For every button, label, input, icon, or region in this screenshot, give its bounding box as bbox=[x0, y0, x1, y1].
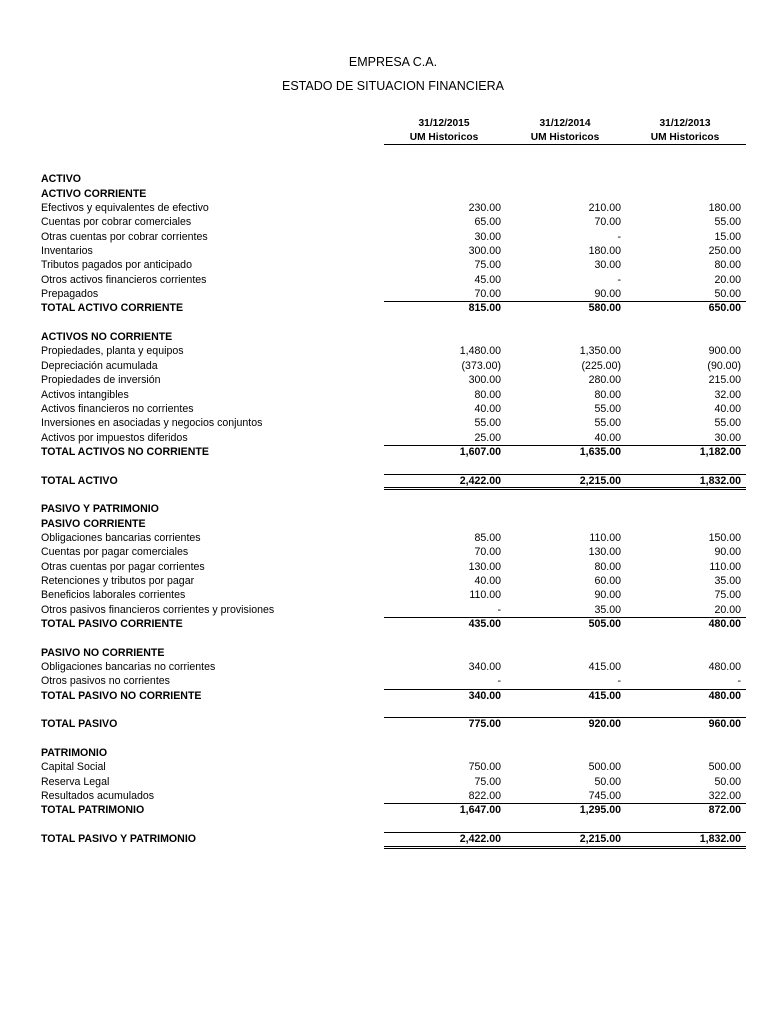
column-date: 31/12/2013 bbox=[659, 118, 711, 129]
amount-cell: 2,215.00 bbox=[579, 474, 621, 487]
total-row bbox=[0, 803, 768, 817]
line-item-row bbox=[0, 388, 768, 402]
row-label: Propiedades, planta y equipos bbox=[41, 345, 184, 358]
amount-cell: 1,295.00 bbox=[579, 804, 621, 817]
line-item-row bbox=[0, 416, 768, 430]
amount-cell: 322.00 bbox=[708, 790, 741, 803]
amount-cell: 110.00 bbox=[589, 531, 621, 544]
line-item-row bbox=[0, 344, 768, 358]
amount-cell: 1,607.00 bbox=[459, 445, 501, 458]
line-item-row bbox=[0, 258, 768, 272]
amount-cell: 1,350.00 bbox=[579, 345, 621, 358]
amount-cell: 40.00 bbox=[474, 574, 501, 587]
amount-cell: 70.00 bbox=[474, 288, 501, 301]
row-label: Activos financieros no corrientes bbox=[41, 402, 194, 415]
row-label: Obligaciones bancarias corrientes bbox=[41, 531, 201, 544]
amount-cell: 2,422.00 bbox=[459, 833, 501, 846]
amount-cell: 30.00 bbox=[474, 230, 501, 243]
amount-cell: 210.00 bbox=[588, 202, 621, 215]
line-item-row bbox=[0, 560, 768, 574]
amount-cell: - bbox=[737, 675, 741, 688]
row-label: Inventarios bbox=[41, 245, 93, 258]
amount-cell: 1,635.00 bbox=[579, 445, 621, 458]
amount-cell: 745.00 bbox=[588, 790, 621, 803]
row-label: Obligaciones bancarias no corrientes bbox=[41, 661, 216, 674]
column-header-2015 bbox=[384, 117, 504, 145]
company-name: EMPRESA C.A. bbox=[348, 55, 438, 69]
column-basis: UM Historicos bbox=[650, 132, 720, 143]
row-label: PATRIMONIO bbox=[41, 747, 108, 760]
amount-cell: 40.00 bbox=[714, 402, 741, 415]
amount-cell: 35.00 bbox=[594, 603, 621, 616]
section-heading bbox=[0, 187, 768, 201]
row-label: Propiedades de inversión bbox=[41, 374, 161, 387]
amount-cell: 872.00 bbox=[708, 804, 741, 817]
amount-cell: 30.00 bbox=[714, 431, 741, 444]
line-item-row bbox=[0, 531, 768, 545]
row-label: TOTAL ACTIVO bbox=[41, 474, 118, 487]
spacer-row bbox=[0, 818, 768, 832]
line-item-row bbox=[0, 230, 768, 244]
amount-cell: 505.00 bbox=[588, 618, 621, 630]
line-item-row bbox=[0, 287, 768, 301]
amount-cell: 20.00 bbox=[714, 273, 741, 286]
amount-cell: 110.00 bbox=[709, 560, 741, 573]
amount-cell: - bbox=[617, 675, 621, 688]
row-label: ACTIVO bbox=[41, 173, 82, 186]
amount-cell: 90.00 bbox=[594, 288, 621, 301]
amount-cell: 70.00 bbox=[474, 546, 501, 559]
row-label: Efectivos y equivalentes de efectivo bbox=[41, 202, 209, 215]
row-label: TOTAL PASIVO NO CORRIENTE bbox=[41, 689, 202, 702]
amount-cell: 35.00 bbox=[714, 574, 741, 587]
row-label: Otros activos financieros corrientes bbox=[41, 273, 207, 286]
amount-cell: 650.00 bbox=[708, 302, 741, 315]
row-label: Otras cuentas por cobrar corrientes bbox=[41, 230, 208, 243]
spacer-row bbox=[0, 488, 768, 502]
total-row bbox=[0, 717, 768, 731]
row-label: PASIVO Y PATRIMONIO bbox=[41, 503, 159, 516]
amount-cell: 1,647.00 bbox=[459, 804, 501, 817]
section-heading bbox=[0, 330, 768, 344]
amount-cell: 75.00 bbox=[714, 589, 741, 602]
amount-cell: 130.00 bbox=[588, 546, 621, 559]
row-label: TOTAL PASIVO bbox=[41, 718, 118, 731]
section-heading bbox=[0, 646, 768, 660]
amount-cell: 150.00 bbox=[708, 531, 741, 544]
amount-cell: - bbox=[617, 230, 621, 243]
amount-cell: 300.00 bbox=[468, 374, 501, 387]
amount-cell: - bbox=[497, 603, 501, 616]
total-row bbox=[0, 445, 768, 459]
row-label: TOTAL ACTIVO CORRIENTE bbox=[41, 302, 184, 315]
amount-cell: 500.00 bbox=[588, 761, 621, 774]
line-item-row bbox=[0, 760, 768, 774]
line-item-row bbox=[0, 359, 768, 373]
line-item-row bbox=[0, 603, 768, 617]
row-label: Beneficios laborales corrientes bbox=[41, 589, 186, 602]
amount-cell: 75.00 bbox=[474, 775, 501, 788]
row-label: Activos por impuestos diferidos bbox=[41, 431, 188, 444]
total-row bbox=[0, 689, 768, 703]
amount-cell: 25.00 bbox=[474, 431, 501, 444]
column-basis: UM Historicos bbox=[409, 132, 479, 143]
amount-cell: 435.00 bbox=[468, 618, 501, 630]
amount-cell: 50.00 bbox=[594, 775, 621, 788]
amount-cell: (90.00) bbox=[707, 359, 741, 372]
line-item-row bbox=[0, 775, 768, 789]
row-label: ACTIVOS NO CORRIENTE bbox=[41, 331, 173, 344]
total-row bbox=[0, 301, 768, 315]
row-label: Otros pasivos no corrientes bbox=[41, 675, 170, 688]
amount-cell: 822.00 bbox=[468, 790, 501, 803]
amount-cell: 280.00 bbox=[588, 374, 621, 387]
row-label: PASIVO NO CORRIENTE bbox=[41, 646, 165, 659]
spacer-row bbox=[0, 316, 768, 330]
row-label: ACTIVO CORRIENTE bbox=[41, 187, 147, 200]
section-heading bbox=[0, 502, 768, 516]
row-label: Capital Social bbox=[41, 761, 106, 774]
grand-total-row bbox=[0, 474, 768, 488]
column-header-2013 bbox=[625, 117, 745, 145]
row-label: Cuentas por pagar comerciales bbox=[41, 546, 189, 559]
row-label: TOTAL ACTIVOS NO CORRIENTE bbox=[41, 445, 209, 458]
row-label: TOTAL PASIVO CORRIENTE bbox=[41, 618, 183, 630]
amount-cell: 340.00 bbox=[468, 689, 501, 702]
line-item-row bbox=[0, 660, 768, 674]
line-item-row bbox=[0, 674, 768, 688]
amount-cell: 85.00 bbox=[474, 531, 501, 544]
amount-cell: 75.00 bbox=[474, 259, 501, 272]
amount-cell: 215.00 bbox=[708, 374, 741, 387]
spacer-row bbox=[0, 703, 768, 717]
line-item-row bbox=[0, 201, 768, 215]
amount-cell: 90.00 bbox=[714, 546, 741, 559]
amount-cell: 960.00 bbox=[708, 718, 741, 731]
amount-cell: 55.00 bbox=[594, 402, 621, 415]
amount-cell: 900.00 bbox=[708, 345, 741, 358]
amount-cell: 415.00 bbox=[588, 661, 621, 674]
amount-cell: 1,832.00 bbox=[699, 833, 741, 846]
amount-cell: 80.00 bbox=[714, 259, 741, 272]
header-divider bbox=[384, 144, 746, 145]
amount-cell: 480.00 bbox=[708, 689, 741, 702]
spacer-row bbox=[0, 459, 768, 473]
amount-cell: 80.00 bbox=[474, 388, 501, 401]
amount-cell: 480.00 bbox=[708, 661, 741, 674]
row-label: PASIVO CORRIENTE bbox=[41, 517, 146, 530]
amount-cell: (225.00) bbox=[581, 359, 621, 372]
amount-cell: 110.00 bbox=[469, 589, 501, 602]
amount-cell: 40.00 bbox=[594, 431, 621, 444]
row-label: Depreciación acumulada bbox=[41, 359, 158, 372]
row-label: TOTAL PASIVO Y PATRIMONIO bbox=[41, 833, 196, 846]
row-label: Reserva Legal bbox=[41, 775, 110, 788]
total-row bbox=[0, 617, 768, 631]
amount-cell: 2,215.00 bbox=[579, 833, 621, 846]
amount-cell: 90.00 bbox=[594, 589, 621, 602]
amount-cell: 1,832.00 bbox=[699, 474, 741, 487]
amount-cell: 750.00 bbox=[468, 761, 501, 774]
amount-cell: 250.00 bbox=[708, 245, 741, 258]
amount-cell: 15.00 bbox=[714, 230, 741, 243]
amount-cell: 580.00 bbox=[588, 302, 621, 315]
amount-cell: 55.00 bbox=[474, 417, 501, 430]
amount-cell: 500.00 bbox=[708, 761, 741, 774]
column-date: 31/12/2014 bbox=[539, 118, 591, 129]
grand-total-row bbox=[0, 832, 768, 846]
amount-cell: 300.00 bbox=[468, 245, 501, 258]
amount-cell: 80.00 bbox=[594, 388, 621, 401]
amount-cell: - bbox=[497, 675, 501, 688]
amount-cell: 775.00 bbox=[468, 718, 501, 731]
amount-cell: 415.00 bbox=[588, 689, 621, 702]
row-label: Inversiones en asociadas y negocios conjuntos bbox=[41, 417, 263, 430]
amount-cell: - bbox=[617, 273, 621, 286]
row-label: Retenciones y tributos por pagar bbox=[41, 574, 195, 587]
line-item-row bbox=[0, 273, 768, 287]
row-label: TOTAL PATRIMONIO bbox=[41, 804, 145, 817]
line-item-row bbox=[0, 215, 768, 229]
row-label: Resultados acumulados bbox=[41, 790, 155, 803]
spacer-row bbox=[0, 631, 768, 645]
amount-cell: 55.00 bbox=[594, 417, 621, 430]
amount-cell: 340.00 bbox=[468, 661, 501, 674]
row-label: Activos intangibles bbox=[41, 388, 129, 401]
spacer-row bbox=[0, 158, 768, 172]
amount-cell: 70.00 bbox=[594, 216, 621, 229]
line-item-row bbox=[0, 588, 768, 602]
amount-cell: 40.00 bbox=[474, 402, 501, 415]
amount-cell: 55.00 bbox=[714, 417, 741, 430]
line-item-row bbox=[0, 789, 768, 803]
line-item-row bbox=[0, 431, 768, 445]
spacer-row bbox=[0, 732, 768, 746]
amount-cell: 1,480.00 bbox=[459, 345, 501, 358]
line-item-row bbox=[0, 545, 768, 559]
amount-cell: 50.00 bbox=[714, 775, 741, 788]
amount-cell: 45.00 bbox=[474, 273, 501, 286]
amount-cell: 50.00 bbox=[714, 288, 741, 301]
amount-cell: 60.00 bbox=[594, 574, 621, 587]
line-item-row bbox=[0, 244, 768, 258]
amount-cell: 30.00 bbox=[594, 259, 621, 272]
amount-cell: 180.00 bbox=[588, 245, 621, 258]
amount-cell: 1,182.00 bbox=[699, 445, 741, 458]
amount-cell: 920.00 bbox=[588, 718, 621, 731]
row-label: Cuentas por cobrar comerciales bbox=[41, 216, 192, 229]
amount-cell: 65.00 bbox=[474, 216, 501, 229]
amount-cell: 480.00 bbox=[708, 618, 741, 630]
amount-cell: 80.00 bbox=[594, 560, 621, 573]
row-label: Otros pasivos financieros corrientes y provisiones bbox=[41, 603, 275, 616]
amount-cell: 815.00 bbox=[468, 302, 501, 315]
amount-cell: 180.00 bbox=[708, 202, 741, 215]
amount-cell: 55.00 bbox=[714, 216, 741, 229]
column-basis: UM Historicos bbox=[530, 132, 600, 143]
document-title: ESTADO DE SITUACION FINANCIERA bbox=[281, 79, 504, 93]
amount-cell: (373.00) bbox=[461, 359, 501, 372]
column-header-2014 bbox=[505, 117, 625, 145]
row-label: Tributos pagados por anticipado bbox=[41, 259, 192, 272]
section-heading bbox=[0, 746, 768, 760]
line-item-row bbox=[0, 402, 768, 416]
section-heading bbox=[0, 517, 768, 531]
line-item-row bbox=[0, 574, 768, 588]
row-label: Prepagados bbox=[41, 288, 99, 301]
amount-cell: 20.00 bbox=[714, 603, 741, 616]
line-item-row bbox=[0, 373, 768, 387]
row-label: Otras cuentas por pagar corrientes bbox=[41, 560, 205, 573]
amount-cell: 32.00 bbox=[714, 388, 741, 401]
amount-cell: 130.00 bbox=[468, 560, 501, 573]
section-heading bbox=[0, 172, 768, 186]
amount-cell: 2,422.00 bbox=[459, 474, 501, 487]
statement-table bbox=[0, 158, 768, 847]
amount-cell: 230.00 bbox=[468, 202, 501, 215]
column-date: 31/12/2015 bbox=[418, 118, 470, 129]
